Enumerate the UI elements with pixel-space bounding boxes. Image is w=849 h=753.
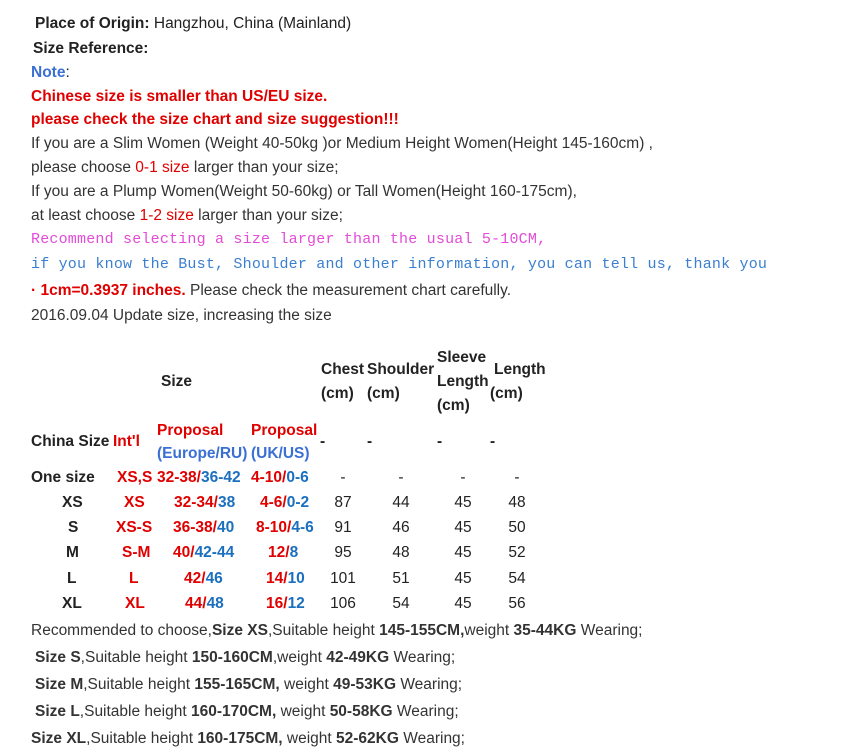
cm-rest: Please check the measurement chart carefully.: [185, 282, 512, 299]
rec-size: Size XS: [211, 622, 268, 639]
shoulder-header: Shoulder: [367, 361, 435, 378]
shoulder-value: 54: [392, 595, 410, 612]
rec-size: Size M: [35, 676, 84, 693]
choose1-pre: please choose: [31, 159, 136, 176]
rec-height: 150-160CM: [191, 649, 273, 666]
chest-header: Chest: [321, 361, 365, 378]
china-size: One size: [31, 469, 95, 486]
uk-b: 8: [289, 544, 299, 561]
eu-b: 48: [206, 595, 224, 612]
rec-post: Wearing;: [392, 703, 459, 720]
choose1-post: larger than your size;: [189, 159, 339, 176]
eu-b: 36-42: [200, 469, 241, 486]
origin-label: Place of Origin:: [35, 15, 150, 32]
recommendation-m: [35, 675, 462, 695]
eu-size: [173, 543, 234, 563]
sleeve-value: 45: [454, 570, 472, 587]
intl-size: S-M: [122, 544, 151, 561]
chest-value: 106: [330, 595, 356, 612]
chest-unit: (cm): [321, 385, 354, 402]
rec-mid: ,Suitable height: [267, 622, 380, 639]
slim-advice: If you are a Slim Women (Weight 40-50kg )or Medium Height Women(Height 145-160cm) ,: [31, 135, 653, 152]
eu-size: [174, 493, 235, 513]
plump-advice: If you are a Plump Women(Weight 50-60kg) or Tall Women(Height 160-175cm),: [31, 183, 577, 200]
eu-a: 44/: [185, 595, 207, 612]
uk-b: 0-2: [286, 494, 310, 511]
rec-pre: Recommended to choose,: [31, 622, 212, 639]
rec-weight-pre: weight: [276, 703, 330, 720]
rec-weight: 50-58KG: [329, 703, 393, 720]
rec-post: Wearing;: [398, 730, 465, 747]
length-unit: (cm): [490, 385, 523, 402]
uk-a: 14/: [266, 570, 288, 587]
rec-weight-pre: weight: [282, 730, 337, 747]
length-value: 56: [508, 595, 526, 612]
choose2-pre: at least choose: [31, 207, 140, 224]
china-size: L: [67, 570, 77, 587]
shoulder-value: 48: [392, 544, 410, 561]
intl-size: XS,S: [117, 469, 153, 486]
uk-size: [260, 493, 309, 513]
rec-height: 160-175CM,: [197, 730, 283, 747]
recommendation-xs: [31, 621, 643, 641]
intl-size: XL: [125, 595, 145, 612]
dash-shoulder: -: [367, 433, 373, 450]
rec-weight-pre: ,weight: [272, 649, 327, 666]
size-reference: Size Reference:: [33, 40, 149, 57]
shoulder-value: 44: [392, 494, 410, 511]
rec-weight: 42-49KG: [326, 649, 390, 666]
shoulder-value: 51: [392, 570, 410, 587]
rec-size: Size L: [35, 703, 80, 720]
dash-sleeve: -: [437, 433, 443, 450]
rec-height: 145-155CM,: [379, 622, 465, 639]
uk-a: 4-6/: [260, 494, 287, 511]
uk-b: 4-6: [291, 519, 314, 536]
shoulder-unit: (cm): [367, 385, 400, 402]
rec-weight-pre: weight: [279, 676, 334, 693]
warning-check: please check the size chart and size suggestion!!!: [31, 111, 399, 128]
eu-size: [157, 468, 241, 488]
china-size: M: [66, 544, 79, 561]
eu-b: 46: [205, 570, 223, 587]
eu-size: [173, 518, 234, 538]
uk-size: [266, 569, 305, 589]
dash-length: -: [490, 433, 496, 450]
length-value: 48: [508, 494, 526, 511]
cm-line: [31, 281, 511, 301]
sleeve-header: Sleeve: [437, 349, 487, 366]
shoulder-value: -: [398, 469, 404, 486]
sleeve-value: -: [460, 469, 466, 486]
china-size: XL: [62, 595, 82, 612]
length-value: 54: [508, 570, 526, 587]
rec-height: 160-170CM,: [190, 703, 277, 720]
rec-height: 155-165CM,: [194, 676, 280, 693]
eu-a: 36-38/: [173, 519, 217, 536]
length-value: -: [514, 469, 520, 486]
rec-size: Size S: [35, 649, 81, 666]
choose-advice-2: [31, 206, 343, 226]
length-header: Length: [494, 361, 546, 378]
rec-weight: 35-44KG: [513, 622, 577, 639]
chest-value: 87: [334, 494, 352, 511]
eu-size: [185, 594, 224, 614]
note-colon: :: [65, 64, 70, 81]
eu-a: 42/: [184, 570, 206, 587]
uk-b: 0-6: [286, 469, 309, 486]
note-line: [31, 63, 70, 83]
choose2-post: larger than your size;: [193, 207, 343, 224]
chest-value: 101: [330, 570, 356, 587]
uk-size: [266, 594, 305, 614]
rec-weight: 52-62KG: [336, 730, 399, 747]
rec-mid: ,Suitable height: [80, 649, 192, 666]
recommendation-l: [35, 702, 459, 722]
cm-bullet: ·: [31, 282, 41, 299]
length-value: 50: [508, 519, 526, 536]
warning-size: Chinese size is smaller than US/EU size.: [31, 88, 328, 105]
rec-post: Wearing;: [576, 622, 643, 639]
uk-size: [256, 518, 314, 538]
sleeve-unit: (cm): [437, 397, 470, 414]
sleeve-header-2: Length: [437, 373, 489, 390]
recommendation-xl: [31, 729, 465, 749]
china-size: S: [68, 519, 79, 536]
uk-size: [251, 468, 309, 488]
recommend-line: Recommend selecting a size larger than the usual 5-10CM,: [31, 231, 547, 248]
uk-a: 8-10/: [256, 519, 292, 536]
length-value: 52: [508, 544, 526, 561]
recommendation-s: [35, 648, 455, 668]
uk-a: 16/: [266, 595, 288, 612]
rec-weight-pre: weight: [464, 622, 514, 639]
choose2-highlight: 1-2 size: [139, 207, 194, 224]
note-label: Note: [31, 64, 66, 81]
origin-value: Hangzhou, China (Mainland): [149, 15, 352, 32]
dash-chest: -: [320, 433, 326, 450]
eu-a: 32-38/: [157, 469, 201, 486]
eu-a: 40/: [173, 544, 195, 561]
update-line: 2016.09.04 Update size, increasing the size: [31, 307, 332, 324]
choose1-highlight: 0-1 size: [135, 159, 190, 176]
chest-value: -: [340, 469, 346, 486]
china-size: XS: [62, 494, 83, 511]
proposal-uk-sub: (UK/US): [251, 445, 310, 462]
rec-post: Wearing;: [389, 649, 456, 666]
sleeve-value: 45: [454, 544, 472, 561]
sleeve-value: 45: [454, 519, 472, 536]
uk-b: 12: [287, 595, 305, 612]
eu-b: 40: [216, 519, 235, 536]
rec-size: Size XL: [31, 730, 87, 747]
rec-mid: ,Suitable height: [86, 730, 198, 747]
intl-size: XS-S: [116, 519, 153, 536]
chest-value: 95: [334, 544, 352, 561]
choose-advice-1: [31, 158, 339, 178]
proposal-eu-header: Proposal: [157, 422, 224, 439]
eu-a: 32-34/: [174, 494, 218, 511]
rec-mid: ,Suitable height: [79, 703, 191, 720]
intl-size: XS: [124, 494, 145, 511]
shoulder-value: 46: [392, 519, 410, 536]
eu-size: [184, 569, 223, 589]
rec-weight: 49-53KG: [333, 676, 397, 693]
eu-b: 42-44: [194, 544, 235, 561]
rec-post: Wearing;: [396, 676, 463, 693]
uk-a: 4-10/: [251, 469, 287, 486]
proposal-uk-header: Proposal: [251, 422, 318, 439]
sleeve-value: 45: [454, 494, 472, 511]
china-size-header: China Size: [31, 433, 110, 450]
uk-b: 10: [287, 570, 305, 587]
intl-header: Int'l: [113, 433, 140, 450]
chest-value: 91: [334, 519, 352, 536]
uk-size: [268, 543, 298, 563]
sleeve-value: 45: [454, 595, 472, 612]
rec-mid: ,Suitable height: [83, 676, 195, 693]
intl-size: L: [129, 570, 139, 587]
cm-conversion: 1cm=0.3937 inches.: [40, 282, 186, 299]
eu-b: 38: [217, 494, 236, 511]
uk-a: 12/: [268, 544, 290, 561]
bust-line: if you know the Bust, Shoulder and other information, you can tell us, thank you: [31, 256, 768, 273]
size-header: Size: [161, 373, 193, 390]
origin-line: [35, 14, 351, 34]
proposal-eu-sub: (Europe/RU): [157, 445, 248, 462]
